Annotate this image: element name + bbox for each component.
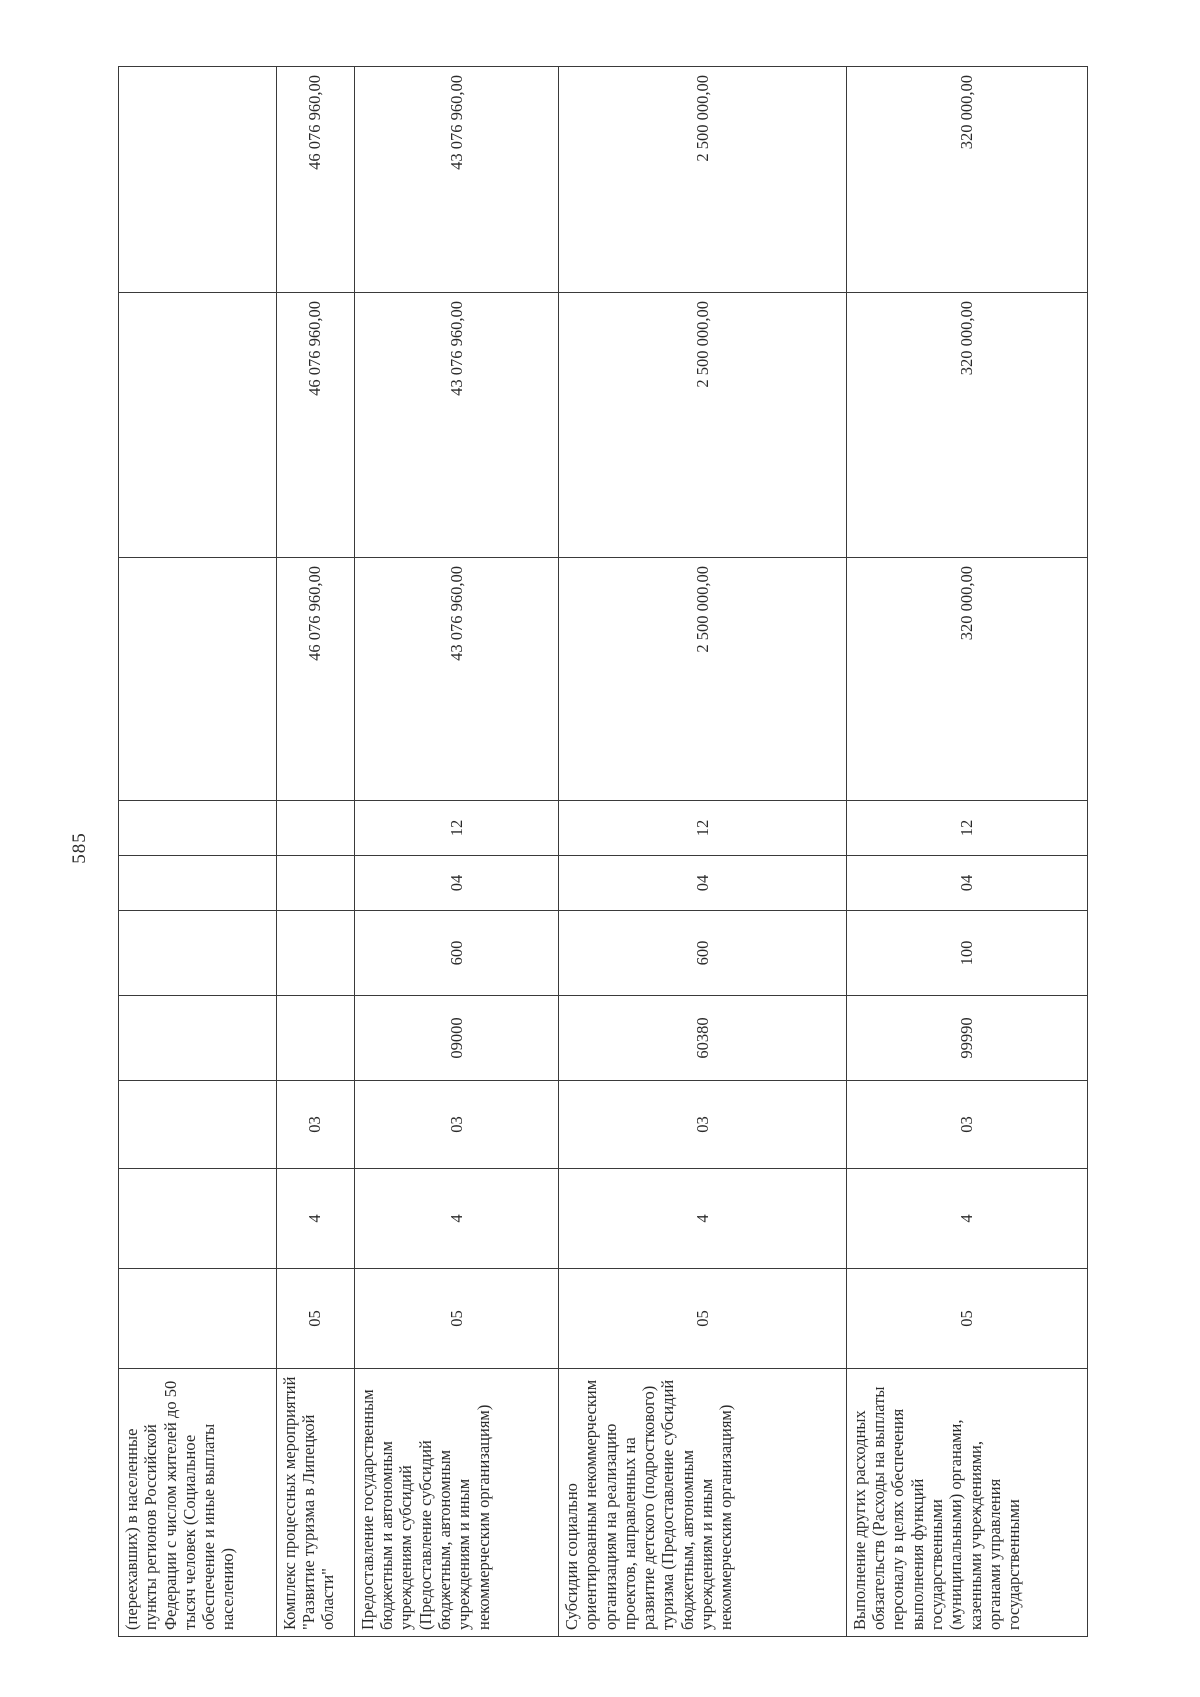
code-cell: 4 (558, 1169, 846, 1269)
code-cell: 100 (846, 911, 1087, 996)
code-cell (119, 996, 277, 1081)
code-cell (119, 1269, 277, 1369)
table-row (119, 67, 277, 1637)
table-row (558, 67, 846, 1637)
row-description: Комплекс процессных мероприятий "Развитие туризма в Липецкой области" (276, 1369, 354, 1637)
code-cell: 03 (558, 1081, 846, 1169)
code-cell: 12 (558, 801, 846, 856)
code-cell: 12 (846, 801, 1087, 856)
code-cell: 05 (276, 1269, 354, 1369)
amount-cell: 46 076 960,00 (276, 67, 354, 293)
rotated-table-frame (118, 67, 1088, 1637)
amount-cell: 43 076 960,00 (354, 293, 558, 558)
row-description: Выполнение других расходных обязательств (Расходы на выплаты персоналу в целях обеспечения выполнения функций государственными (муниципальными) органами, казенными учреждениями, органами управления государственными (846, 1369, 1087, 1637)
code-cell: 04 (846, 856, 1087, 911)
amount-cell (119, 558, 277, 801)
amount-cell: 2 500 000,00 (558, 558, 846, 801)
budget-table (118, 66, 1088, 1637)
amount-cell: 43 076 960,00 (354, 67, 558, 293)
table-row (276, 67, 354, 1637)
code-cell: 600 (354, 911, 558, 996)
amount-cell: 2 500 000,00 (558, 67, 846, 293)
code-cell (276, 801, 354, 856)
code-cell (276, 911, 354, 996)
code-cell (119, 856, 277, 911)
amount-cell (119, 293, 277, 558)
code-cell (119, 1169, 277, 1269)
amount-cell: 43 076 960,00 (354, 558, 558, 801)
code-cell: 600 (558, 911, 846, 996)
code-cell (276, 856, 354, 911)
code-cell: 60380 (558, 996, 846, 1081)
amount-cell: 2 500 000,00 (558, 293, 846, 558)
table-row (846, 67, 1087, 1637)
code-cell: 05 (558, 1269, 846, 1369)
code-cell: 09000 (354, 996, 558, 1081)
code-cell: 99990 (846, 996, 1087, 1081)
code-cell: 03 (354, 1081, 558, 1169)
row-description: (переехавших) в населенные пункты регионов Российской Федерации с числом жителей до 50 тысяч человек (Социальное обеспечение и иные выплаты населению) (119, 1369, 277, 1637)
row-description: Предоставление государственным бюджетным и автономным учреждениям субсидий (Предоставление субсидий бюджетным, автономным учреждениям и иным некоммерческим организациям) (354, 1369, 558, 1637)
code-cell: 04 (354, 856, 558, 911)
amount-cell (119, 67, 277, 293)
code-cell: 04 (558, 856, 846, 911)
code-cell: 4 (354, 1169, 558, 1269)
code-cell (119, 911, 277, 996)
row-description: Субсидии социально ориентированным некоммерческим организациям на реализацию проектов, направленных на развитие детского (подросткового) туризма (Предоставление субсидий бюджетным, автономным учреждениям и иным некоммерческим организациям) (558, 1369, 846, 1637)
page-number: 585 (69, 832, 90, 864)
code-cell: 05 (354, 1269, 558, 1369)
code-cell: 4 (276, 1169, 354, 1269)
code-cell (119, 801, 277, 856)
code-cell (119, 1081, 277, 1169)
amount-cell: 46 076 960,00 (276, 293, 354, 558)
code-cell: 03 (276, 1081, 354, 1169)
amount-cell: 46 076 960,00 (276, 558, 354, 801)
code-cell: 05 (846, 1269, 1087, 1369)
amount-cell: 320 000,00 (846, 558, 1087, 801)
amount-cell: 320 000,00 (846, 293, 1087, 558)
code-cell: 4 (846, 1169, 1087, 1269)
code-cell (276, 996, 354, 1081)
table-row (354, 67, 558, 1637)
code-cell: 03 (846, 1081, 1087, 1169)
code-cell: 12 (354, 801, 558, 856)
amount-cell: 320 000,00 (846, 67, 1087, 293)
